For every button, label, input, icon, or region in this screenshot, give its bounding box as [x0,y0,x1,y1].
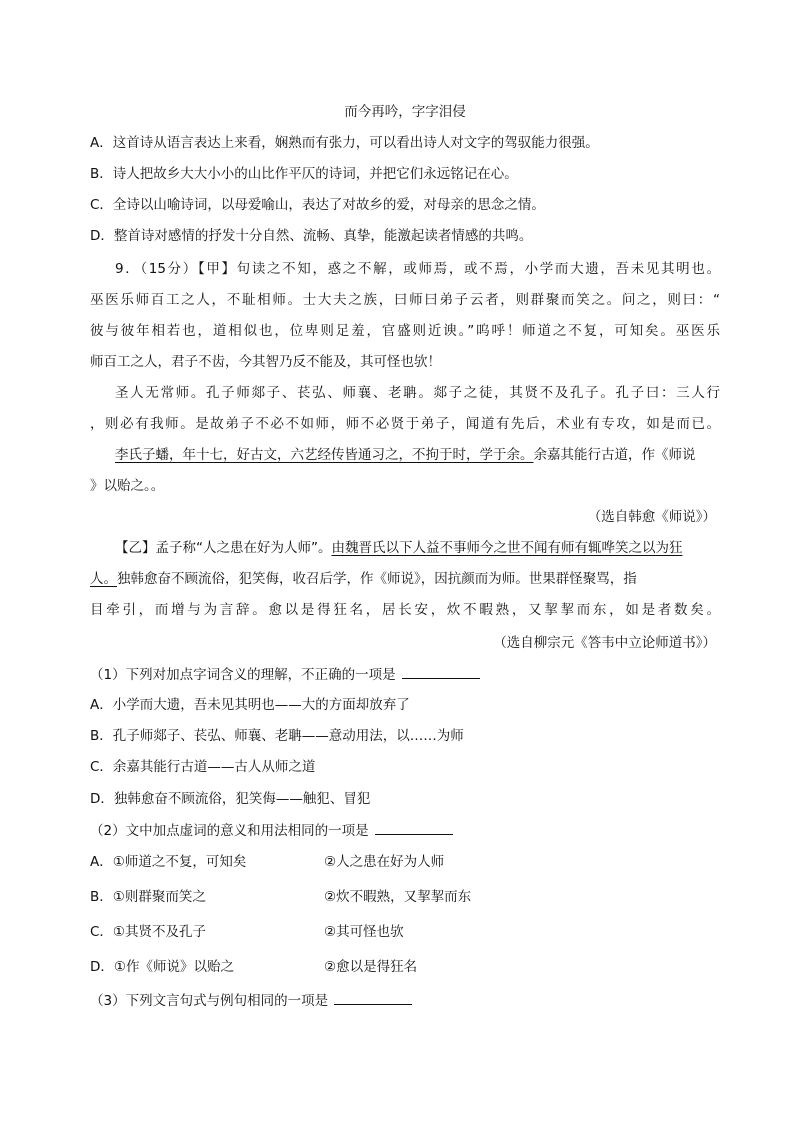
sub3-stem-text: （3）下列文言句式与例句相同的一项是 [90,993,329,1009]
sub1-option-c: C．余嘉其能行古道——古人从师之道 [90,759,316,775]
sub2-option-b-2: ②炊不暇熟，又挈挈而东 [324,889,472,905]
option-8a: A．这首诗从语言表达上来看，娴熟而有张力，可以看出诗人对文字的驾驭能力很强。 [90,135,599,151]
sub2-option-c-2: ②其可怪也欤 [324,924,404,940]
sub2-option-a-1: A．①师道之不复，可知矣 [90,854,247,870]
q9-jia-p3-line-1 [115,445,720,465]
yi-underlined-2: 人。 [90,571,117,587]
q9-jia-p2-line-1: 圣人无常师。孔子师郯子、苌弘、师襄、老聃。郯子之徒，其贤不及孔子。孔子曰：三人行 [115,385,720,401]
q9-jia-p3-line-2: 》以贻之。。 [90,478,165,494]
q9-yi-line-2 [90,569,720,589]
yi-source: （选自柳宗元《答韦中立论师道书》） [493,635,716,651]
answer-blank-3[interactable] [334,990,412,1005]
option-8d: D．整首诗对感情的抒发十分自然、流畅、真挚，能激起读者情感的共鸣。 [90,228,533,244]
answer-blank-1[interactable] [402,664,480,679]
option-8b: B．诗人把故乡大大小小的山比作平仄的诗词，并把它们永远铭记在心。 [90,166,518,182]
q9-jia-line-4: 师百工之人，君子不齿，今其智乃反不能及，其可怪也欤！ [90,354,441,370]
sub1-option-b: B．孔子师郯子、苌弘、师襄、老聃——意动用法，以……为师 [90,728,464,744]
sub2-option-b-1: B．①则群聚而笑之 [90,889,206,905]
sub1-option-a: A．小学而大遗，吾未见其明也——大的方面却放弃了 [90,697,410,713]
yi-prefix: 【乙】孟子称“人之患在好为人师”。 [115,540,332,556]
sub1-stem [90,664,720,684]
sub2-option-b [90,887,720,907]
poem-last-line: 而今再吟，字字泪侵 [344,104,466,120]
yi-underlined-1: 由魏晋氏以下人益不事师今之世不闻有师有辄哗笑之以为狂 [331,540,683,556]
q9-yi-line-1 [115,538,720,558]
sub2-option-d-1: D．①作《师说》以贻之 [90,959,234,975]
q9-jia-line-3: 彼与彼年相若也，道相似也，位卑则足羞，官盛则近谀。”呜呼！师道之不复，可知矣。巫医乐 [90,323,720,339]
q9-yi-line-3: 目牵引，而增与为言辞。愈以是得狂名，居长安，炊不暇熟，又挈挈而东，如是者数矣。 [90,602,720,618]
q9-jia-line-1: 9．（15分）【甲】句读之不知，惑之不解，或师焉，或不焉，小学而大遗，吾未见其明也。 [115,261,720,277]
sub1-stem-text: （1）下列对加点字词含义的理解，不正确的一项是 [90,667,396,683]
q9-jia-p2-line-2: ，则必有我师。是故弟子不必不如师，师不必贤于弟子，闻道有先后，术业有专攻，如是而已。 [90,416,720,432]
yi-rest-1: 独韩愈奋不顾流俗，犯笑侮，收召后学，作《师说》，因抗颜而为师。世果群怪聚骂，指 [117,571,637,587]
sub2-option-a-2: ②人之患在好为人师 [324,854,445,870]
q9-jia-line-2: 巫医乐师百工之人，不耻相师。士大夫之族，曰师曰弟子云者，则群聚而笑之。问之，则曰：“ [90,292,720,308]
sub2-option-c-1: C．①其贤不及孔子 [90,924,207,940]
sub2-stem-text: （2）文中加点虚词的意义和用法相同的一项是 [90,823,369,839]
jia-source: （选自韩愈《师说》） [587,509,716,525]
sub2-option-c [90,922,720,942]
underlined-sentence: 李氏子蟠，年十七，好古文，六艺经传皆通习之，不拘于时，学于余。 [115,447,534,463]
sub2-option-d [90,957,720,977]
answer-blank-2[interactable] [375,820,453,835]
sub3-stem [90,990,720,1010]
sub2-option-a [90,852,720,872]
option-8c: C．全诗以山喻诗词，以母爱喻山，表达了对故乡的爱，对母亲的思念之情。 [90,197,545,213]
sub2-option-d-2: ②愈以是得狂名 [324,959,418,975]
sub1-option-d: D．独韩愈奋不顾流俗，犯笑侮——触犯、冒犯 [90,791,371,807]
q9-jia-p3-rest: 余嘉其能行古道，作《师说 [533,447,696,463]
sub2-stem [90,820,720,840]
